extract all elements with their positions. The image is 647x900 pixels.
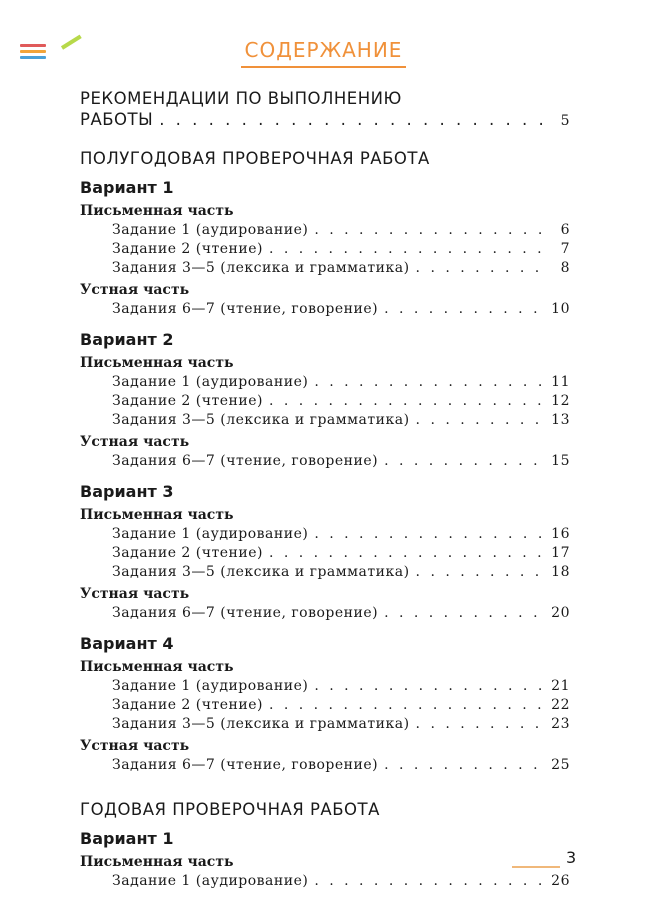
toc-entry[interactable] xyxy=(80,604,570,623)
page-number: 5 xyxy=(560,113,570,129)
toc-entry[interactable] xyxy=(80,563,570,582)
dot-leader xyxy=(416,715,544,734)
recommendations-title-line2: РАБОТЫ xyxy=(80,110,154,129)
toc-entry[interactable] xyxy=(80,259,570,278)
oral-part-label: Устная часть xyxy=(80,586,190,602)
page-title: СОДЕРЖАНИЕ xyxy=(241,38,407,68)
page-number: 10 xyxy=(551,301,570,317)
entry-label: Задание 1 (аудирование) xyxy=(112,873,309,889)
page-number: 7 xyxy=(560,241,570,257)
page-number: 15 xyxy=(551,453,570,469)
variant-block xyxy=(80,329,570,471)
annual-section-title: ГОДОВАЯ ПРОВЕРОЧНАЯ РАБОТА xyxy=(80,800,380,819)
dot-leader xyxy=(314,872,544,891)
entry-label: Задание 2 (чтение) xyxy=(112,545,263,561)
toc-entry[interactable] xyxy=(80,872,570,891)
page-number: 8 xyxy=(560,260,570,276)
toc-entry[interactable] xyxy=(80,696,570,715)
toc-entry[interactable] xyxy=(80,240,570,259)
footer-page-number: 3 xyxy=(566,848,577,867)
entry-label: Задание 1 (аудирование) xyxy=(112,678,309,694)
page-number: 12 xyxy=(551,393,570,409)
entry-label: Задание 1 (аудирование) xyxy=(112,526,309,542)
entry-label: Задание 1 (аудирование) xyxy=(112,374,309,390)
page-number: 22 xyxy=(551,697,570,713)
dot-leader xyxy=(384,604,544,623)
dot-leader xyxy=(314,525,544,544)
dot-leader xyxy=(416,259,544,278)
toc-entry[interactable] xyxy=(80,715,570,734)
dot-leader xyxy=(314,373,544,392)
dot-leader xyxy=(269,392,544,411)
page-number: 11 xyxy=(551,374,570,390)
footer-rule xyxy=(512,866,560,868)
oral-part-label: Устная часть xyxy=(80,738,190,754)
entry-label: Задания 3—5 (лексика и грамматика) xyxy=(112,412,410,428)
variant-block xyxy=(80,828,570,891)
written-part-label: Письменная часть xyxy=(80,659,234,675)
dot-leader xyxy=(269,544,544,563)
entry-label: Задания 6—7 (чтение, говорение) xyxy=(112,757,379,773)
variant-block xyxy=(80,633,570,775)
entry-label: Задания 6—7 (чтение, говорение) xyxy=(112,605,379,621)
toc-entry[interactable] xyxy=(80,525,570,544)
half-year-section-title: ПОЛУГОДОВАЯ ПРОВЕРОЧНАЯ РАБОТА xyxy=(80,149,430,168)
dot-leader xyxy=(384,452,544,471)
entry-label: Задания 3—5 (лексика и грамматика) xyxy=(112,564,410,580)
dot-leader xyxy=(416,563,544,582)
page-number: 13 xyxy=(551,412,570,428)
dot-leader xyxy=(384,756,544,775)
dot-leader xyxy=(384,300,544,319)
variant-title: Вариант 1 xyxy=(80,178,174,197)
dot-leader xyxy=(314,221,544,240)
dot-leader xyxy=(314,677,544,696)
recommendations-entry[interactable] xyxy=(80,88,570,132)
written-part-label: Письменная часть xyxy=(80,203,234,219)
page-number: 25 xyxy=(551,757,570,773)
oral-part-label: Устная часть xyxy=(80,434,190,450)
page-number: 26 xyxy=(551,873,570,889)
entry-label: Задания 3—5 (лексика и грамматика) xyxy=(112,716,410,732)
variant-title: Вариант 2 xyxy=(80,330,174,349)
written-part-label: Письменная часть xyxy=(80,355,234,371)
oral-part-label: Устная часть xyxy=(80,282,190,298)
toc-entry[interactable] xyxy=(80,756,570,775)
page-number: 16 xyxy=(551,526,570,542)
entry-label: Задания 6—7 (чтение, говорение) xyxy=(112,301,379,317)
toc-entry[interactable] xyxy=(80,411,570,430)
toc-entry[interactable] xyxy=(80,392,570,411)
dot-leader xyxy=(416,411,544,430)
entry-label: Задания 3—5 (лексика и грамматика) xyxy=(112,260,410,276)
page-number: 23 xyxy=(551,716,570,732)
toc-entry[interactable] xyxy=(80,544,570,563)
toc-entry[interactable] xyxy=(80,373,570,392)
dot-leader xyxy=(269,240,544,259)
variant-title: Вариант 4 xyxy=(80,634,174,653)
variant-block xyxy=(80,177,570,319)
variant-title: Вариант 3 xyxy=(80,482,174,501)
toc-entry[interactable] xyxy=(80,221,570,240)
dot-leader xyxy=(269,696,544,715)
variant-title: Вариант 1 xyxy=(80,829,174,848)
page-number: 20 xyxy=(551,605,570,621)
entry-label: Задание 1 (аудирование) xyxy=(112,222,309,238)
toc-entry[interactable] xyxy=(80,300,570,319)
variant-block xyxy=(80,481,570,623)
table-of-contents xyxy=(80,88,570,891)
toc-entry[interactable] xyxy=(80,677,570,696)
toc-entry[interactable] xyxy=(80,452,570,471)
written-part-label: Письменная часть xyxy=(80,507,234,523)
entry-label: Задание 2 (чтение) xyxy=(112,393,263,409)
page-number: 21 xyxy=(551,678,570,694)
page-number: 17 xyxy=(551,545,570,561)
recommendations-title-line1: РЕКОМЕНДАЦИИ ПО ВЫПОЛНЕНИЮ xyxy=(80,89,402,108)
entry-label: Задание 2 (чтение) xyxy=(112,241,263,257)
page-number: 6 xyxy=(560,222,570,238)
page-header xyxy=(0,38,647,68)
dot-leader xyxy=(159,109,544,130)
written-part-label: Письменная часть xyxy=(80,854,234,870)
entry-label: Задания 6—7 (чтение, говорение) xyxy=(112,453,379,469)
page-number: 18 xyxy=(551,564,570,580)
entry-label: Задание 2 (чтение) xyxy=(112,697,263,713)
